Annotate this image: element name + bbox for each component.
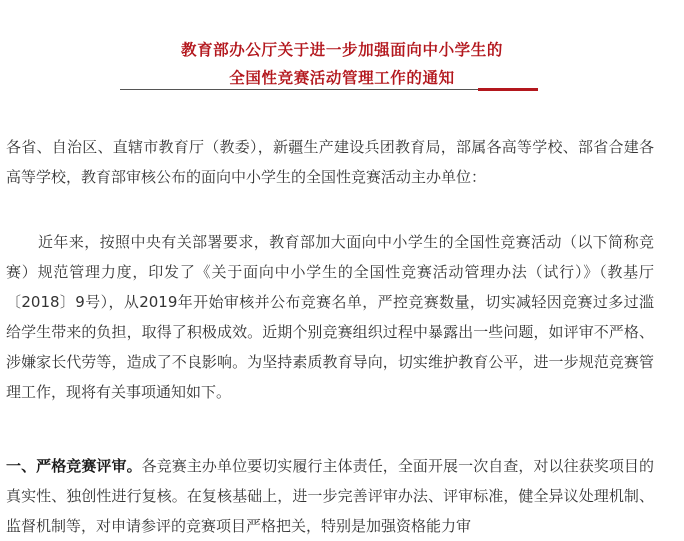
intro-paragraph: 近年来，按照中央有关部署要求，教育部加大面向中小学生的全国性竞赛活动（以下简称竞赛）规范管理力度，印发了《关于面向中小学生的全国性竞赛活动管理办法（试行）》（教基厅〔2018〕9号），从2019年开始审核并公布竞赛名单，严控竞赛数量，切实减轻因竞赛过多过滥给学生带来的负担，取得了积极成效。近期个别竞赛组织过程中暴露出一些问题，如评审不严格、涉嫌家长代劳等，造成了不良影响。为坚持素质教育导向，切实维护教育公平，进一步规范竞赛管理工作，现将有关事项通知如下。 [6,233,654,401]
title-line-1: 教育部办公厅关于进一步加强面向中小学生的 [180,41,503,59]
section-1-text: 各竞赛主办单位要切实履行主体责任，全面开展一次自查，对以往获奖项目的真实性、独创性进行复核。在复核基础上，进一步完善评审办法、评审标准，健全异议处理机制、监督机制等，对申请参评的竞赛项目严格把关，特别是加强资格能力审 [6,457,654,535]
title-line-2: 全国性竞赛活动管理工作的通知 [229,69,455,87]
title-divider-accent [478,88,538,91]
article-title [0,36,684,92]
section-1-paragraph [6,451,654,541]
salutation-paragraph: 各省、自治区、直辖市教育厅（教委），新疆生产建设兵团教育局，部属各高等学校、部省合建各高等学校，教育部审核公布的面向中小学生的全国性竞赛活动主办单位： [6,138,654,186]
section-1-heading: 一、严格竞赛评审。 [6,457,142,475]
title-divider [120,89,538,90]
